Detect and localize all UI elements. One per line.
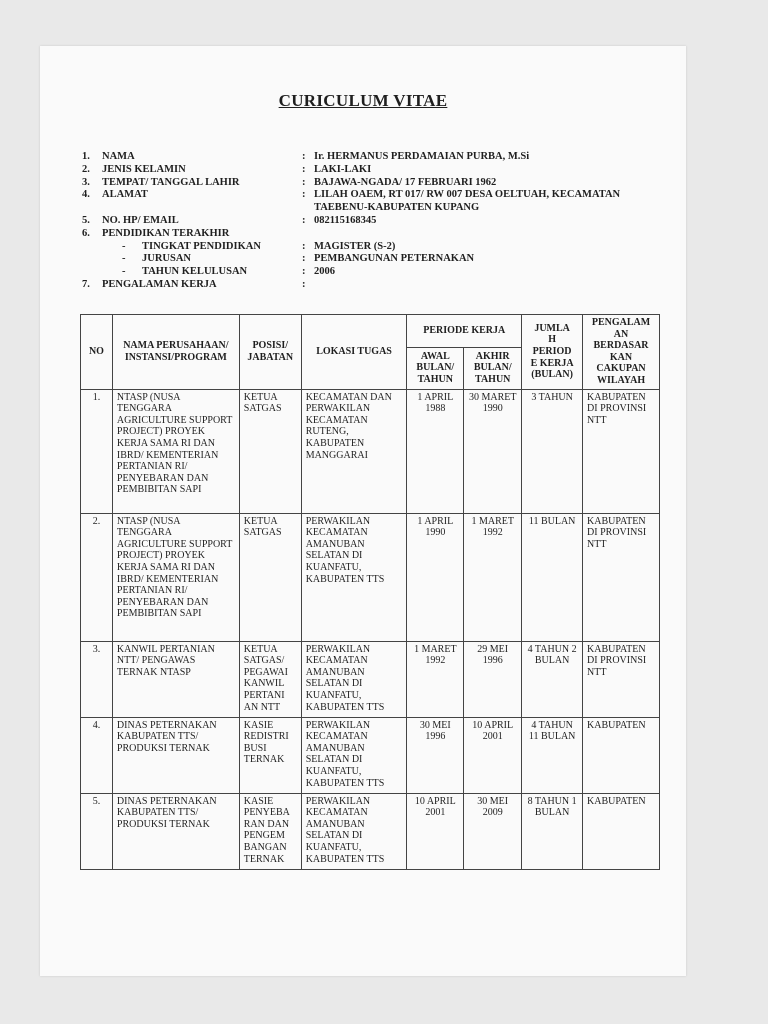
table-row: 4. DINAS PETERNAKAN KABUPATEN TTS/ PRODUKSI TERNAK KASIE REDISTRI BUSI TERNAK PERWAKILAN KECAMATAN AMANUBAN SELATAN DI KUANFATU, KABUPATEN TTS 30 MEI 1996 10 APRIL 2001 4 TAHUN 11 BULAN KABUPATEN [81,717,660,793]
field-education-major: - JURUSAN : PEMBANGUNAN PETERNAKAN [122,253,475,265]
header-position: POSISI/ JABATAN [239,315,301,390]
experience-table [80,314,660,870]
header-period: PERIODE KERJA [407,315,522,348]
document-title: CURICULUM VITAE [278,91,448,110]
table-row: 3. KANWIL PERTANIAN NTT/ PENGAWAS TERNAK NTASP KETUA SATGAS/ PEGAWAI KANWIL PERTANI AN NTT PERWAKILAN KECAMATAN AMANUBAN SELATAN DI KUANFATU, KABUPATEN TTS 1 MARET 1992 29 MEI 1996 4 TAHUN 2 BULAN KABUPATEN DI PROVINSI NTT [81,641,660,717]
table-row: 1. NTASP (NUSA TENGGARA AGRICULTURE SUPPORT PROJECT) PROYEK KERJA SAMA RI DAN IBRD/ KEMENTERIAN PERTANIAN RI/ PENYEBARAN DAN PEMBIBITAN SAPI KETUA SATGAS KECAMATAN DAN PERWAKILAN KECAMATAN RUTENG, KABUPATEN MANGGARAI 1 APRIL 1988 30 MARET 1990 3 TAHUN KABUPATEN DI PROVINSI NTT [81,389,660,513]
table-row: 5. DINAS PETERNAKAN KABUPATEN TTS/ PRODUKSI TERNAK KASIE PENYEBA RAN DAN PENGEM BANGAN TERNAK PERWAKILAN KECAMATAN AMANUBAN SELATAN DI KUANFATU, KABUPATEN TTS 10 APRIL 2001 30 MEI 2009 8 TAHUN 1 BULAN KABUPATEN [81,793,660,869]
document-page [40,46,686,976]
table-row: 2. NTASP (NUSA TENGGARA AGRICULTURE SUPPORT PROJECT) PROYEK KERJA SAMA RI DAN IBRD/ KEMENTERIAN PERTANIAN RI/ PENYEBARAN DAN PEMBIBITAN SAPI KETUA SATGAS PERWAKILAN KECAMATAN AMANUBAN SELATAN DI KUANFATU, KABUPATEN TTS 1 APRIL 1990 1 MARET 1992 11 BULAN KABUPATEN DI PROVINSI NTT [81,513,660,641]
field-birth: 3. TEMPAT/ TANGGAL LAHIR : BAJAWA-NGADA/ 17 FEBRUARI 1962 [82,176,497,188]
header-start: AWAL BULAN/ TAHUN [407,348,464,390]
field-education-year: - TAHUN KELULUSAN : 2006 [122,266,335,278]
header-no: NO [81,315,113,390]
header-experience: PENGALAM AN BERDASAR KAN CAKUPAN WILAYAH [583,315,660,390]
field-address: 4. ALAMAT : LILAH OAEM, RT 017/ RW 007 DESA OELTUAH, KECAMATAN TAEBENU-KABUPATEN KUPANG [82,189,621,214]
field-phone: 5. NO. HP/ EMAIL : 082115168345 [82,214,377,226]
header-location: LOKASI TUGAS [301,315,407,390]
field-education: 6. PENDIDIKAN TERAKHIR [82,227,230,239]
header-end: AKHIR BULAN/ TAHUN [464,348,522,390]
personal-fields [82,151,672,292]
field-gender: 2. JENIS KELAMIN : LAKI-LAKI [82,163,372,175]
field-education-level: - TINGKAT PENDIDIKAN : MAGISTER (S-2) [122,240,396,252]
header-company: NAMA PERUSAHAAN/ INSTANSI/PROGRAM [112,315,239,390]
field-experience: 7. PENGALAMAN KERJA : [82,278,306,290]
field-name: 1. NAMA : Ir. HERMANUS PERDAMAIAN PURBA, M.Si [82,151,530,162]
header-duration: JUMLA H PERIOD E KERJA (BULAN) [522,315,583,390]
